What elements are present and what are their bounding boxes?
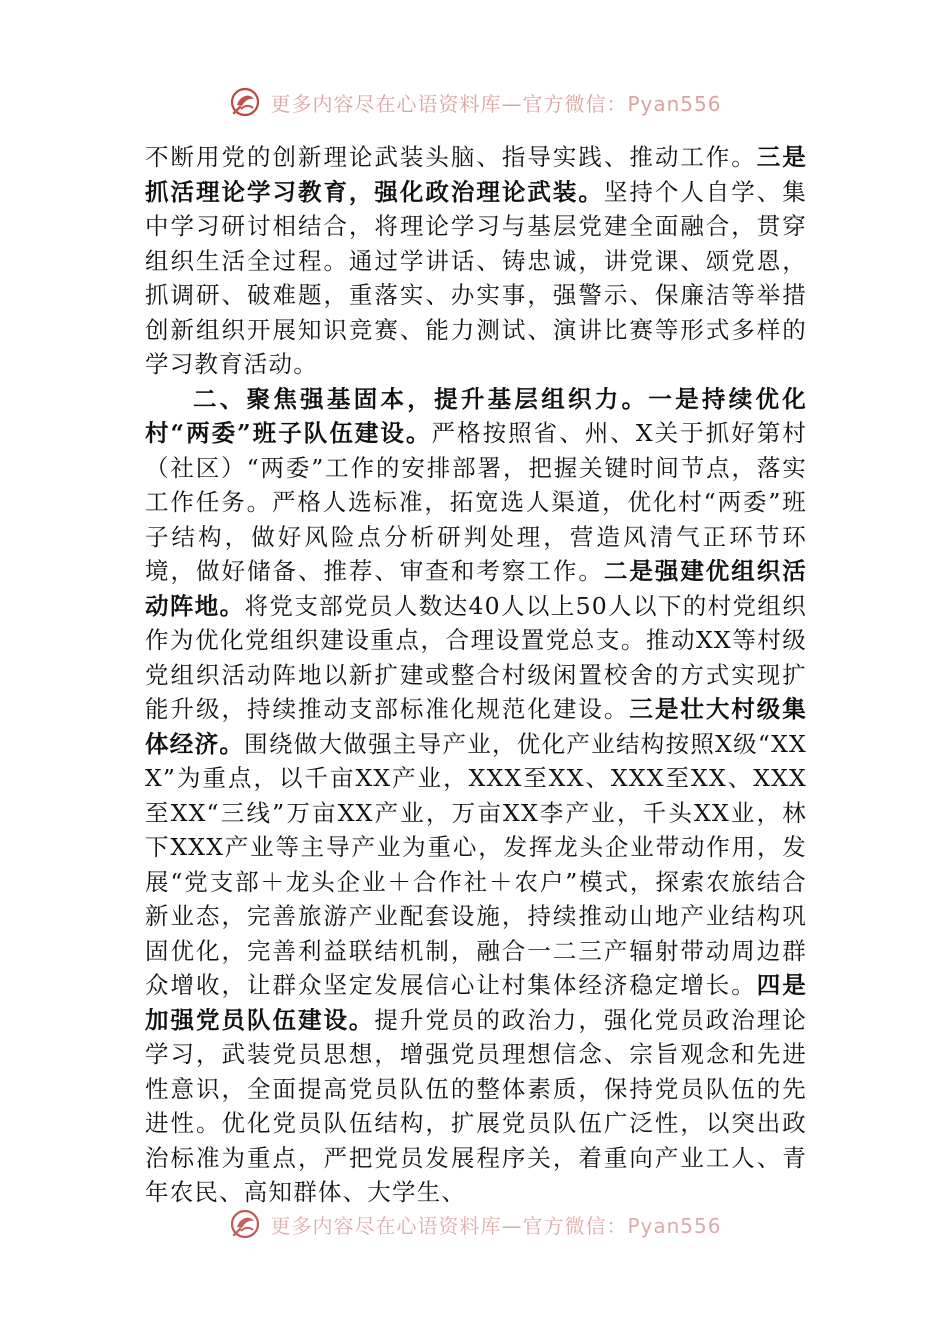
paragraph-1 [145,140,807,382]
document-body [145,140,807,1210]
section-heading-run: 二、聚焦强基固本，提升基层组织力。一是持续优化村“两委”班子队伍建设。 [145,384,807,447]
text-run: 严格按照省、州、X关于抓好第村（社区）“两委”工作的安排部署，把握关键时间节点，落实工作任务。严格人选标准，拓宽选人渠道，优化村“两委”班子结构，做好风险点分析研判处理，营造风清气正环节环境，做好储备、推荐、审查和考察工作。 [145,419,807,585]
text-run: 不断用党的创新理论武装头脑、指导实践、推动工作。 [145,143,757,171]
footer-watermark-text: 更多内容尽在心语资料库—官方微信：Pyan556 [270,1213,722,1238]
text-run: 提升党员的政治力，强化党员政治理论学习，武装党员思想，增强党员理想信念、宗旨观念和先进性意识，全面提高党员队伍的整体素质，保持党员队伍的先进性。优化党员队伍结构，扩展党员队伍广泛性，以突出政治标准为重点，严把党员发展程序关，着重向产业工人、青年农民、高知群体、大学生、 [145,1005,807,1206]
text-run: 坚持个人自学、集中学习研讨相结合，将理论学习与基层党建全面融合，贯穿组织生活全过程。通过学讲话、铸忠诚，讲党课、颂党恩，抓调研、破难题，重落实、办实事，强警示、保廉洁等举措创新组织开展知识竞赛、能力测试、演讲比赛等形式多样的学习教育活动。 [145,177,807,378]
bold-heading-run: 四是加强党员队伍建设。 [145,971,807,1034]
text-run: 围绕做大做强主导产业，优化产业结构按照X级“XXX”为重点，以千亩XX产业，XXX至XX、XXX至XX、XXX至XX“三线”万亩XX产业，万亩XX李产业，千头XX业，林下XXX产业等主导产业为重心，发挥龙头企业带动作用，发展“党支部＋龙头企业＋合作社＋农户”模式，探索农旅结合新业态，完善旅游产业配套设施，持续推动山地产业结构巩固优化，完善利益联结机制，融合一二三产辐射带动周边群众增收，让群众坚定发展信心让村集体经济稳定增长。 [145,729,807,999]
brain-logo-icon [228,85,262,119]
bold-heading-run: 三是抓活理论学习教育，强化政治理论武装。 [145,143,807,206]
footer-watermark [0,1204,950,1244]
bold-heading-run: 三是壮大村级集体经济。 [145,695,807,758]
header-watermark [0,82,950,122]
paragraph-2 [145,382,807,1210]
header-watermark-text: 更多内容尽在心语资料库—官方微信：Pyan556 [270,91,722,116]
bold-heading-run: 二是强建优组织活动阵地。 [145,557,807,620]
brain-logo-icon [228,1207,262,1241]
text-run: 将党支部党员人数达40人以上50人以下的村党组织作为优化党组织建设重点，合理设置党总支。推动XX等村级党组织活动阵地以新扩建或整合村级闲置校舍的方式实现扩能升级，持续推动支部标准化规范化建设。 [145,591,807,723]
